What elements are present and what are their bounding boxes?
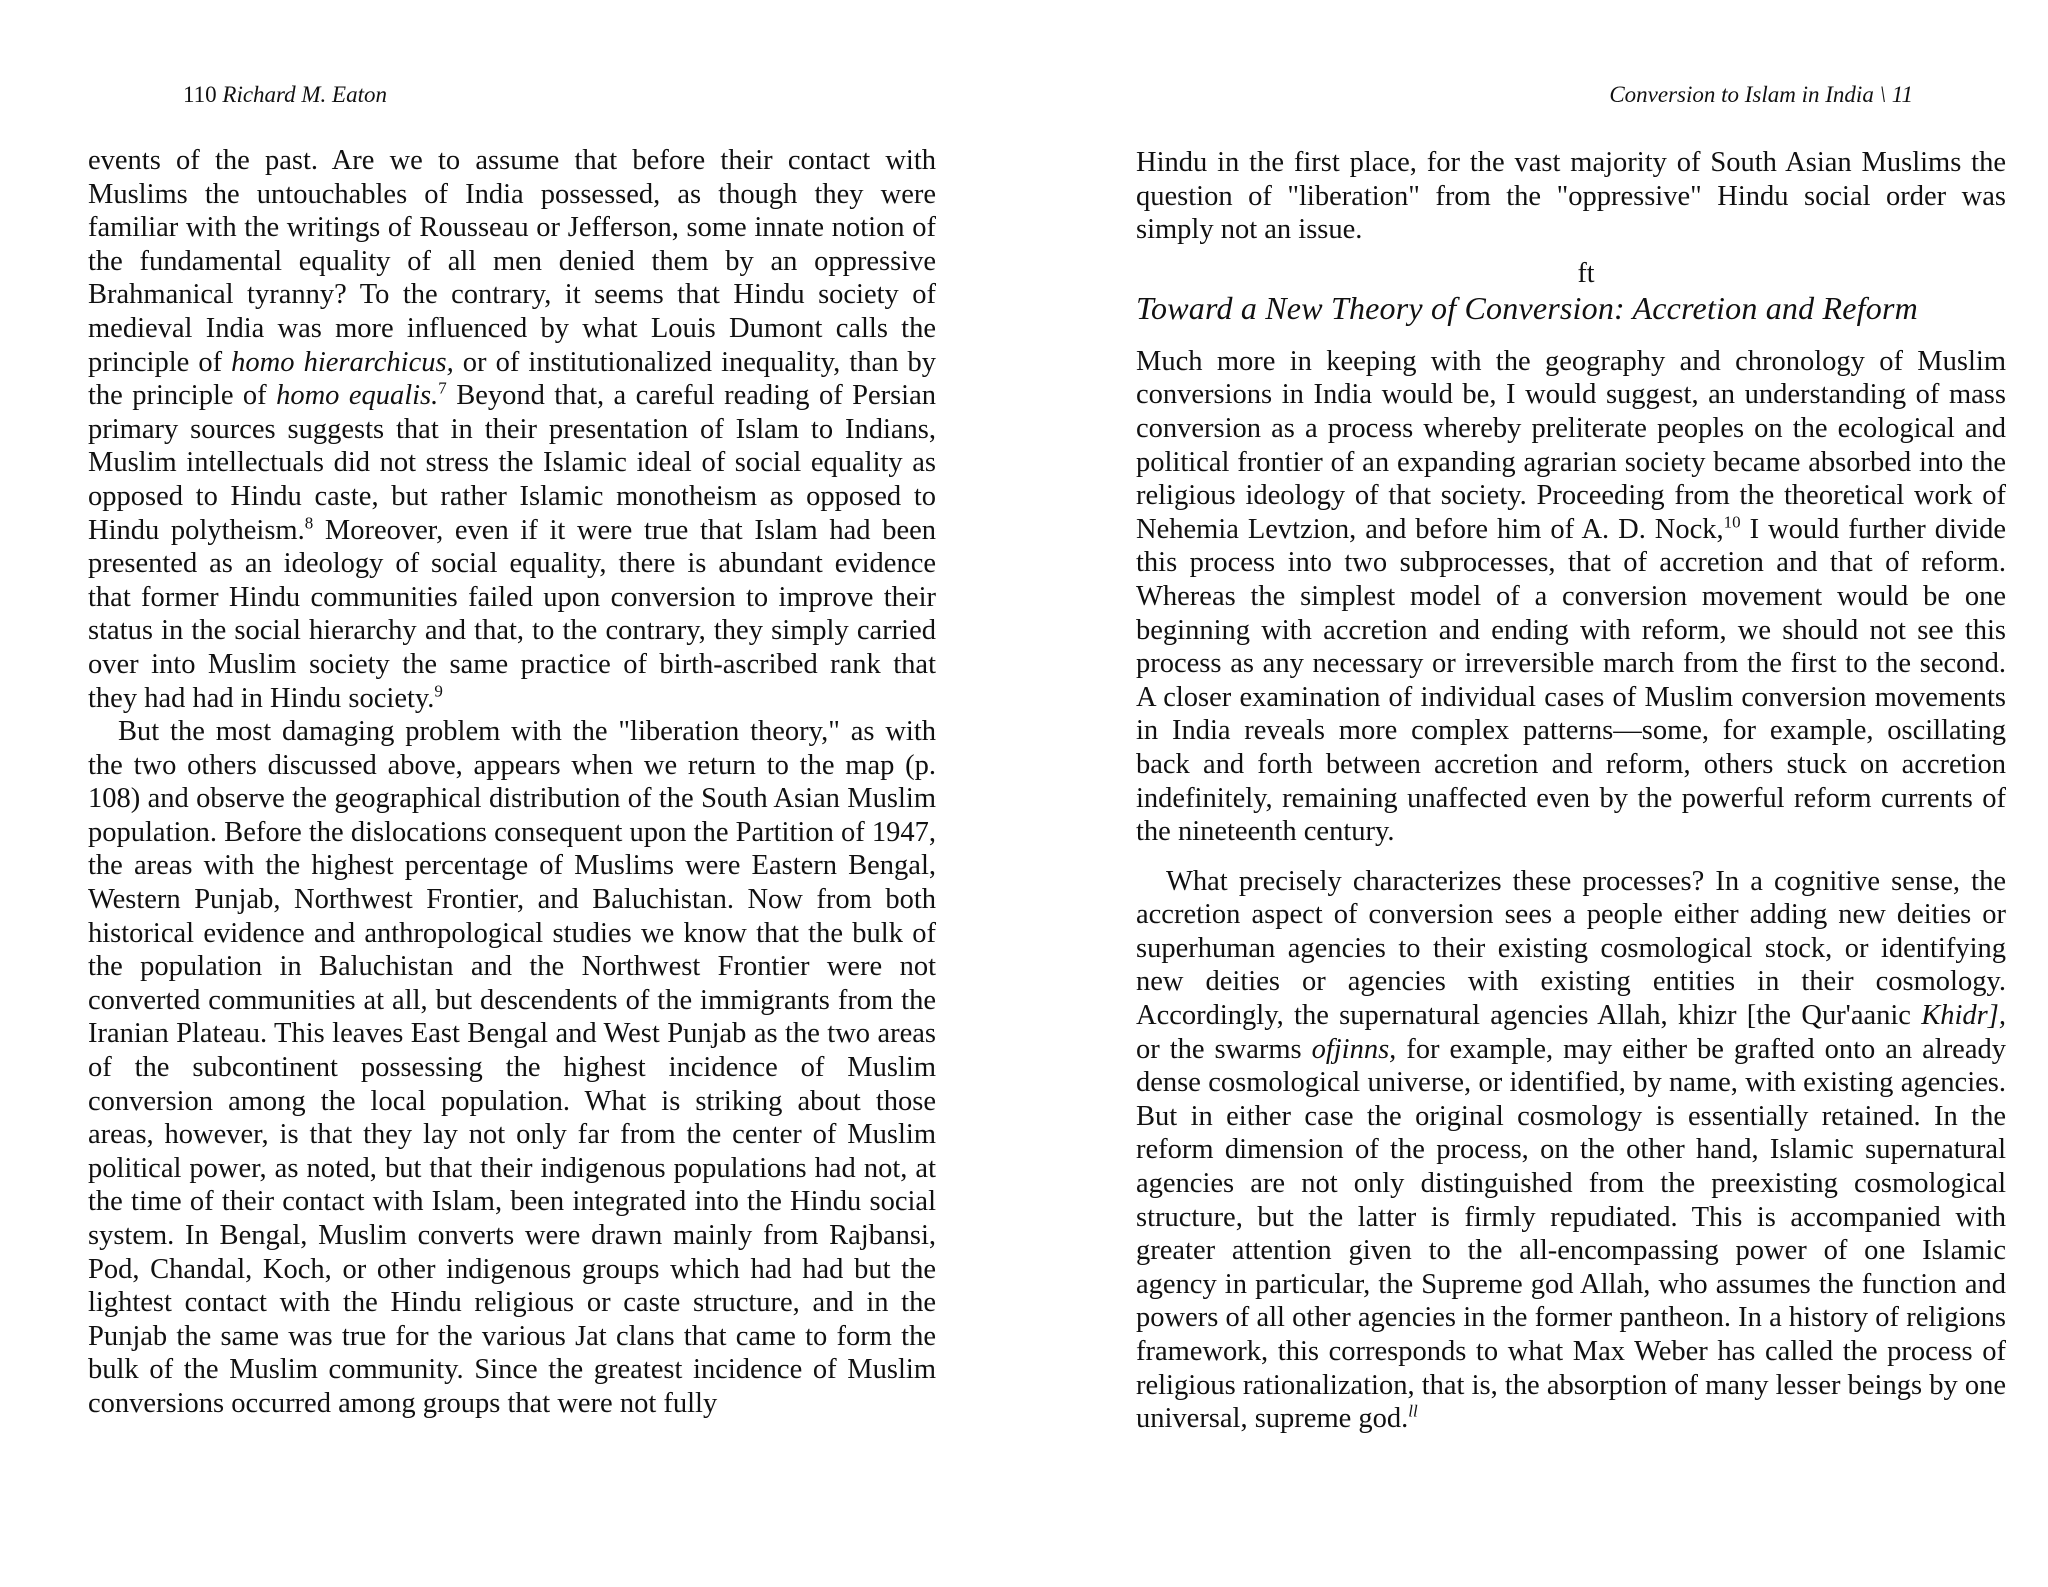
footnote-marker: 10: [1723, 512, 1741, 532]
text-run: I would further divide this process into two subprocesses, that of accretion and that of reform. Whereas the simplest model of a conversion movement would be one beginning with accretion and ending with reform, we should not see this process as any necessary or irreversible march from the first to the second. A closer examination of individual cases of Muslim conversion movements in India reveals more complex patterns—some, for example, oscillating back and forth between accretion and reform, others stuck on accretion indefinitely, remaining unaffected even by the powerful reform currents of the nineteenth century.: [1136, 513, 2006, 848]
italic-term: ofjinns,: [1311, 1033, 1397, 1065]
footnote-marker: ll: [1408, 1401, 1418, 1421]
right-running-head: Conversion to Islam in India \ 11: [1609, 82, 1913, 107]
section-heading: Toward a New Theory of Conversion: Accretion and Reform: [1136, 289, 1918, 326]
right-page: [1024, 0, 2048, 1587]
section-mark: ft: [1577, 257, 1595, 289]
paragraph: [88, 144, 936, 715]
running-head-author: Richard M. Eaton: [222, 82, 387, 107]
text-run: or of institutionalized inequality, than by the principle of: [88, 346, 936, 412]
text-run: Much more in keeping with the geography and chronology of Muslim conversions in India would be, I would suggest, an understanding of mass conversion as a process whereby preliterate peoples on the ecological and political frontier of an expanding agrarian society became absorbed into the religious ideology of that society. Proceeding from the theoretical work of Nehemia Levtzion, and before him of A. D. Nock,: [1136, 345, 2006, 545]
paragraph: [1136, 345, 2006, 849]
left-body-text: [88, 144, 936, 1421]
text-run: for example, may either be grafted onto an already dense cosmological universe, or identified, by name, with existing agencies. But in either case the original cosmology is essentially retained. In the reform dimension of the process, on the other hand, Islamic supernatural agencies are not only distinguished from the preexisting cosmological structure, but the latter is firmly repudiated. This is accompanied with greater attention given to the all-encompassing power of one Islamic agency in particular, the Supreme god Allah, who assumes the function and powers of all other agencies in the former pantheon. In a history of religions framework, this corresponds to what Max Weber has called the process of religious rationalization, that is, the absorption of many lesser beings by one universal, supreme god.: [1136, 1033, 2006, 1435]
footnote-marker: 7: [438, 378, 447, 398]
footnote-marker: 8: [304, 513, 314, 533]
italic-term: homo hierarchicus,: [231, 346, 454, 378]
page-number: 110: [183, 82, 217, 107]
paragraph: But the most damaging problem with the "liberation theory," as with the two others discussed above, appears when we return to the map (p. 108) and observe the geographical distribution of the South Asian Muslim population. Before the dislocations consequent upon the Partition of 1947, the areas with the highest percentage of Muslims were Eastern Bengal, Western Punjab, Northwest Frontier, and Baluchistan. Now from both historical evidence and anthropological studies we know that the bulk of the population in Baluchistan and the Northwest Frontier were not converted communities at all, but descendents of the immigrants from the Iranian Plateau. This leaves East Bengal and West Punjab as the two areas of the subcontinent possessing the highest incidence of Muslim conversion among the local population. What is striking about those areas, however, is that they lay not only far from the center of Muslim political power, as noted, but that their indigenous populations had not, at the time of their contact with Islam, been integrated into the Hindu social system. In Bengal, Muslim converts were drawn mainly from Rajbansi, Pod, Chandal, Koch, or other indigenous groups which had had but the lightest contact with the Hindu religious or caste structure, and in the Punjab the same was true for the various Jat clans that came to form the bulk of the Muslim community. Since the greatest incidence of Muslim conversions occurred among groups that were not fully: [88, 716, 936, 1419]
right-body-text: [1136, 146, 2006, 1436]
paragraph: Hindu in the first place, for the vast majority of South Asian Muslims the question of "liberation" from the "oppressive" Hindu social order was simply not an issue.: [1136, 147, 2006, 246]
text-run: What precisely characterizes these processes? In a cognitive sense, the accretion aspect of conversion sees a people either adding new deities or superhuman agencies to their existing cosmological stock, or identifying new deities or agencies with existing entities in their cosmology. Accordingly, the supernatural agencies Allah, khizr [the Qur'aanic: [1136, 865, 2006, 1032]
left-running-head: [183, 80, 387, 110]
paragraph: [1136, 865, 2006, 1436]
text-run: or the swarms: [1136, 1033, 1312, 1065]
footnote-marker: 9: [434, 681, 443, 700]
italic-term: homo equalis.: [276, 380, 439, 412]
italic-term: Khidr],: [1921, 1000, 2006, 1032]
text-run: Beyond that, a careful reading of Persian primary sources suggests that in their presentation of Islam to Indians, Muslim intellectuals did not stress the Islamic ideal of social equality as opposed to Hindu caste, but rather Islamic monotheism as opposed to Hindu polytheism.: [88, 380, 936, 546]
text-run: events of the past. Are we to assume that before their contact with Muslims the untouchables of India possessed, as though they were familiar with the writings of Rousseau or Jefferson, some innate notion of the fundamental equality of all men denied them by an oppressive Brahmanical tyranny? To the contrary, it seems that Hindu society of medieval India was more influenced by what Louis Dumont calls the principle of: [88, 145, 936, 378]
text-run: Moreover, even if it were true that Islam had been presented as an ideology of social equality, there is abundant evidence that former Hindu communities failed upon conversion to improve their status in the social hierarchy and that, to the contrary, they simply carried over into Muslim society the same practice of birth-ascribed rank that they had had in Hindu society.: [88, 514, 936, 714]
